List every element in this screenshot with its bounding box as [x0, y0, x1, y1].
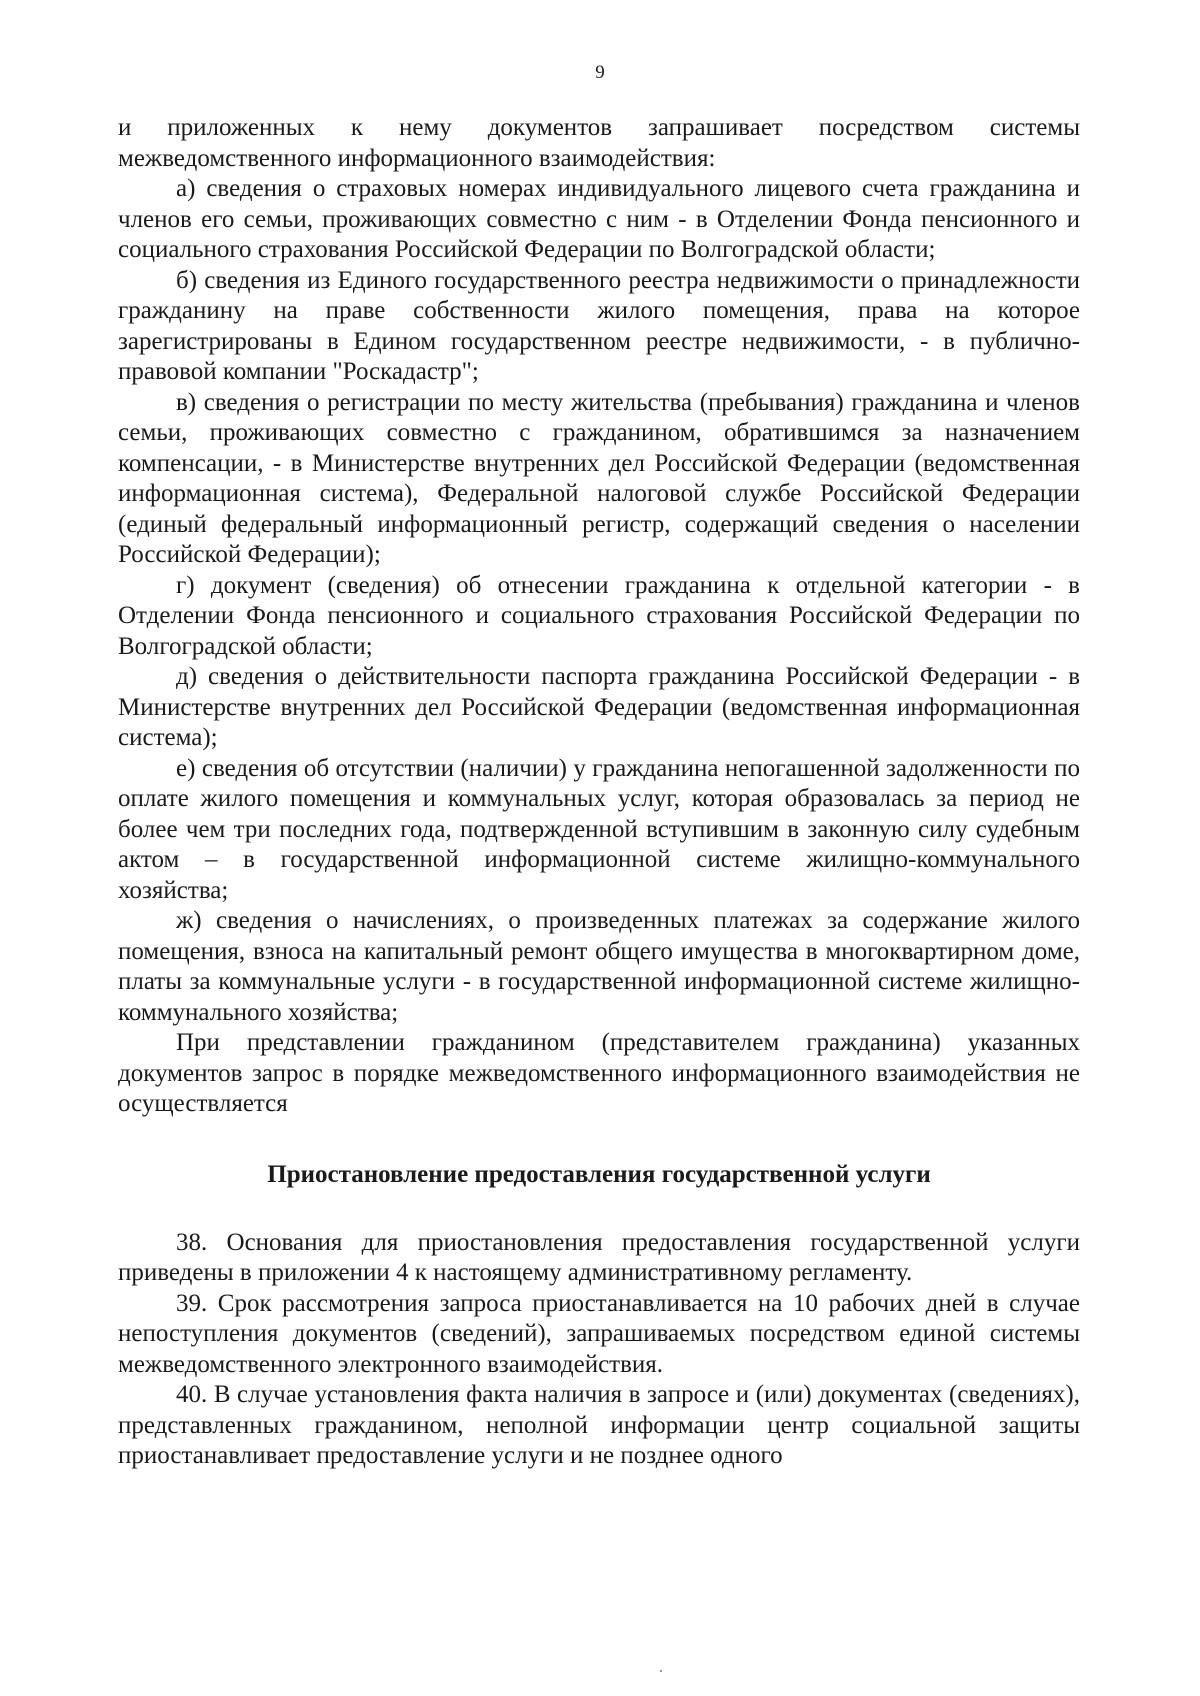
scan-speck [660, 1670, 662, 1672]
document-body [118, 113, 1080, 1472]
paragraph: б) сведения из Единого государственного реестра недвижимости о принадлежности гражданину на праве собственности жилого помещения, права на которое зарегистрированы в Едином государственном реестре недвижимости, - в публично-правовой компании "Роскадастр"; [118, 266, 1080, 385]
paragraph: 38. Основания для приостановления предоставления государственной услуги приведены в приложении 4 к настоящему административному регламенту. [118, 1228, 1080, 1286]
paragraphs-bottom [118, 1228, 1080, 1472]
paragraph: а) сведения о страховых номерах индивидуального лицевого счета гражданина и членов его семьи, проживающих совместно с ним - в Отделении Фонда пенсионного и социального страхования Российской Федерации по Волгоградской области; [118, 175, 1080, 263]
page-number: 9 [595, 62, 605, 83]
paragraph: и приложенных к нему документов запрашивает посредством системы межведомственного информационного взаимодействия: [118, 114, 1080, 172]
paragraphs-top [118, 113, 1080, 1120]
paragraph: ж) сведения о начислениях, о произведенных платежах за содержание жилого помещения, взноса на капитальный ремонт общего имущества в многоквартирном доме, платы за коммунальные услуги - в государственной информационной системе жилищно-коммунального хозяйства; [118, 907, 1080, 1026]
paragraph: 39. Срок рассмотрения запроса приостанавливается на 10 рабочих дней в случае непоступления документов (сведений), запрашиваемых посредством единой системы межведомственного электронного взаимодействия. [118, 1289, 1080, 1378]
paragraph: е) сведения об отсутствии (наличии) у гражданина непогашенной задолженности по оплате жилого помещения и коммунальных услуг, которая образовалась за период не более чем три последних года, подтвержденной вступившим в законную силу судебным актом – в государственной информационной системе жилищно-коммунального хозяйства; [118, 754, 1080, 904]
paragraph: д) сведения о действительности паспорта гражданина Российской Федерации - в Министерстве внутренних дел Российской Федерации (ведомственная информационная система); [118, 663, 1080, 751]
paragraph: г) документ (сведения) об отнесении гражданина к отдельной категории - в Отделении Фонда пенсионного и социального страхования Российской Федерации по Волгоградской области; [118, 571, 1080, 660]
paragraph: в) сведения о регистрации по месту жительства (пребывания) гражданина и членов семьи, проживающих совместно с гражданином, обратившимся за назначением компенсации, - в Министерстве внутренних дел Российской Федерации (ведомственная информационная система), Федеральной налоговой службе Российской Федерации (единый федеральный информационный регистр, содержащий сведения о населении Российской Федерации); [118, 388, 1080, 568]
section-heading: Приостановление предоставления государственной услуги [267, 1160, 931, 1188]
paragraph: При представлении гражданином (представителем гражданина) указанных документов запрос в порядке межведомственного информационного взаимодействия не осуществляется [118, 1029, 1080, 1117]
paragraph: 40. В случае установления факта наличия в запросе и (или) документах (сведениях), представленных гражданином, неполной информации центр социальной защиты приостанавливает предоставление услуги и не позднее одного [118, 1381, 1080, 1469]
